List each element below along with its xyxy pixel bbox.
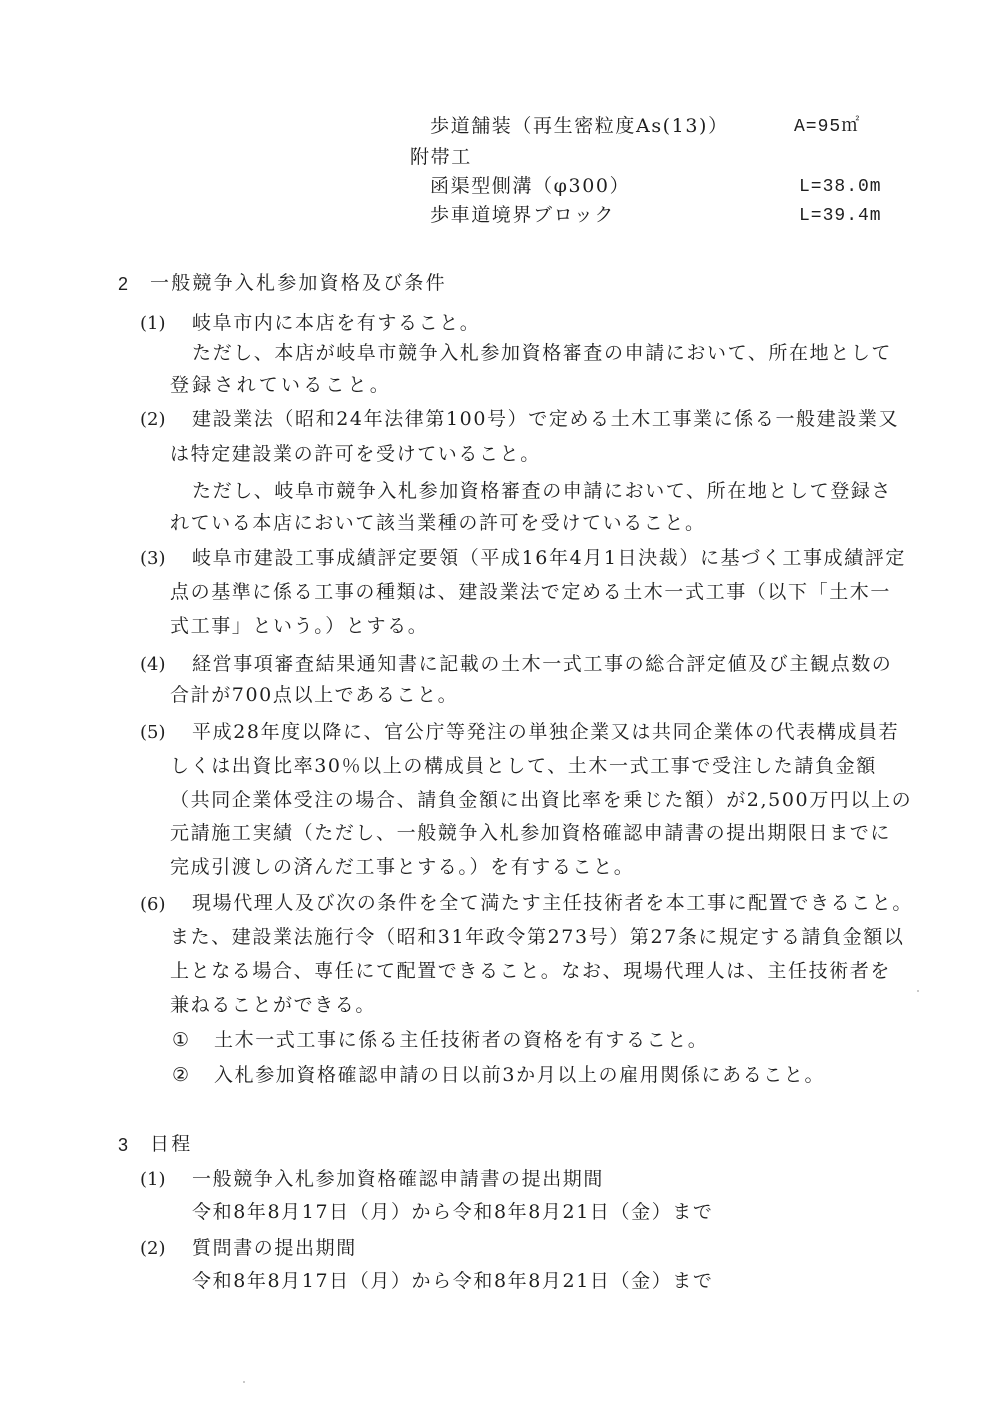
section2-number: 2 xyxy=(118,274,129,294)
item-line: 兼ねることができる。 xyxy=(170,994,377,1016)
item-number: (1) xyxy=(140,313,166,334)
item-line: 令和8年8月17日（月）から令和8年8月21日（金）まで xyxy=(192,1201,714,1223)
item-line: 式工事」という。）とする。 xyxy=(170,615,429,637)
section3-title: 日程 xyxy=(150,1133,193,1155)
item-line: ただし、岐阜市競争入札参加資格審査の申請において、所在地として登録さ xyxy=(192,480,893,502)
item-number: (3) xyxy=(140,548,166,569)
item-line: （共同企業体受注の場合、請負金額に出資比率を乗じた額）が2,500万円以上の xyxy=(170,789,913,811)
item-line: れている本店において該当業種の許可を受けていること。 xyxy=(170,512,706,534)
item-line: 上となる場合、専任にて配置できること。なお、現場代理人は、主任技術者を xyxy=(170,960,892,982)
item-line: 建設業法（昭和24年法律第100号）で定める土木工事業に係る一般建設業又 xyxy=(192,408,900,430)
work-item-name: 函渠型側溝（φ300） xyxy=(430,175,631,197)
item-line: 平成28年度以降に、官公庁等発注の単独企業又は共同企業体の代表構成員若 xyxy=(192,721,900,743)
work-item-value: A=95㎡ xyxy=(794,117,861,137)
section2-title: 一般競争入札参加資格及び条件 xyxy=(150,272,447,294)
item-line: は特定建設業の許可を受けていること。 xyxy=(170,443,541,465)
item-line: 現場代理人及び次の条件を全て満たす主任技術者を本工事に配置できること。 xyxy=(192,892,914,914)
item-line: ただし、本店が岐阜市競争入札参加資格審査の申請において、所在地として xyxy=(192,342,893,364)
work-item-value: L=39.4m xyxy=(799,206,882,226)
item-line: 岐阜市内に本店を有すること。 xyxy=(192,312,481,334)
work-category-heading: 附帯工 xyxy=(410,146,472,168)
item-number: (1) xyxy=(140,1169,166,1190)
section3-number: 3 xyxy=(118,1135,129,1155)
subitem-text: 入札参加資格確認申請の日以前3か月以上の雇用関係にあること。 xyxy=(214,1064,826,1086)
item-line: 一般競争入札参加資格確認申請書の提出期間 xyxy=(192,1168,605,1190)
scan-speck xyxy=(243,1381,245,1383)
work-item-name: 歩道舗装（再生密粒度As(13)） xyxy=(430,115,729,137)
work-item-name: 歩車道境界ブロック xyxy=(430,204,616,226)
item-line: 元請施工実績（ただし、一般競争入札参加資格確認申請書の提出期限日までに xyxy=(170,822,892,844)
subitem-text: 土木一式工事に係る主任技術者の資格を有すること。 xyxy=(214,1029,709,1051)
item-line: 合計が700点以上であること。 xyxy=(170,684,459,706)
work-item-value: L=38.0m xyxy=(799,177,882,197)
item-number: (2) xyxy=(140,409,166,430)
item-number: (2) xyxy=(140,1238,166,1259)
item-line: 完成引渡しの済んだ工事とする。）を有すること。 xyxy=(170,856,635,878)
item-line: 令和8年8月17日（月）から令和8年8月21日（金）まで xyxy=(192,1270,714,1292)
item-line: しくは出資比率30％以上の構成員として、土木一式工事で受注した請負金額 xyxy=(170,755,877,777)
item-line: 岐阜市建設工事成績評定要領（平成16年4月1日決裁）に基づく工事成績評定 xyxy=(192,547,906,569)
item-line: 質問書の提出期間 xyxy=(192,1237,357,1259)
item-line: 経営事項審査結果通知書に記載の土木一式工事の総合評定値及び主観点数の xyxy=(192,653,893,675)
item-line: また、建設業法施行令（昭和31年政令第273号）第27条に規定する請負金額以 xyxy=(170,926,905,948)
item-number: (4) xyxy=(140,654,166,675)
item-line: 点の基準に係る工事の種類は、建設業法で定める土木一式工事（以下「土木一 xyxy=(170,581,892,603)
item-line: 登録されていること。 xyxy=(170,374,393,396)
item-number: (5) xyxy=(140,722,166,743)
subitem-mark: ① xyxy=(172,1029,191,1051)
scan-speck xyxy=(917,990,919,992)
subitem-mark: ② xyxy=(172,1064,191,1086)
item-number: (6) xyxy=(140,894,166,915)
